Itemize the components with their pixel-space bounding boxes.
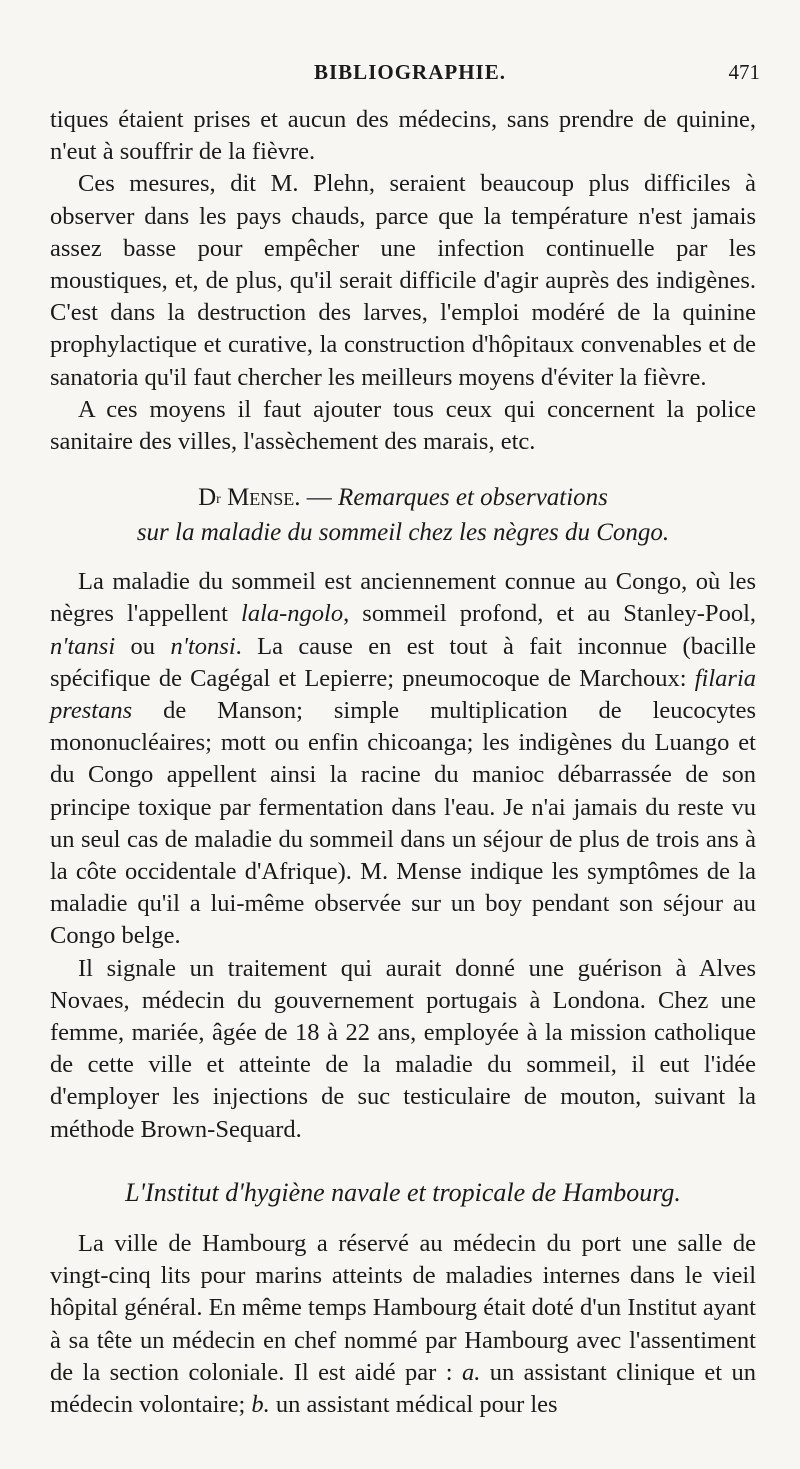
author-name: Mense. (227, 484, 301, 512)
text-run: La maladie du sommeil est anciennement connue au Congo, où les nègres l'appellent (50, 568, 756, 628)
author-prefix-superscript: r (216, 492, 221, 508)
text-run: un assistant clinique et un médecin volontaire; (50, 1358, 757, 1418)
italic-term: n'tonsi (170, 632, 236, 660)
paragraph (50, 1228, 756, 1421)
page-number: 471 (728, 60, 760, 84)
paragraph: A ces moyens il faut ajouter tous ceux qui concernent la police sanitaire des villes, l'assèchement des marais, etc. (50, 395, 756, 456)
italic-term: lala-ngolo (241, 600, 344, 628)
paragraph: Ces mesures, dit M. Plehn, seraient beaucoup plus difficiles à observer dans les pays chauds, parce que la température n'est jamais assez basse pour empêcher une infection continuelle par les moustiques, et, de plus, qu'il serait difficile d'agir auprès des indigènes. C'est dans la destruction des larves, l'emploi modéré de la quinine prophylactique et curative, la construction d'hôpitaux convenables et de sanatoria qu'il faut chercher les meilleurs moyens d'éviter la fièvre. (50, 170, 756, 391)
text-run: . La cause en est tout à fait inconnue (bacille spécifique de Cagégal et Lepierre; pneumocoque de Marchoux: (50, 632, 757, 692)
article-title-line-1: Remarques et observations (338, 484, 608, 512)
italic-term: filaria prestans (50, 664, 756, 725)
author-prefix: D (198, 484, 217, 512)
section-heading-hambourg: L'Institut d'hygiène navale et tropicale de Hambourg. (125, 1177, 681, 1207)
text-run: un assistant médical pour les (269, 1390, 558, 1418)
text-run: La ville de Hambourg a réservé au médecin du port une salle de vingt-cinq lits pour marins atteints de maladies internes dans le vieil hôpital général. En même temps Hambourg était doté d'un Institut ayant à sa tête un médecin en chef nommé par Hambourg avec l'assentiment de la section coloniale. Il est aidé par : (50, 1229, 756, 1386)
article-title-line-2: sur la maladie du sommeil chez les nègres du Congo. (136, 519, 670, 547)
page-body (50, 104, 756, 1421)
paragraph: Il signale un traitement qui aurait donné une guérison à Alves Novaes, médecin du gouvernement portugais à Londona. Chez une femme, mariée, âgée de 18 à 22 ans, employée à la mission catholique de cette ville et atteinte de la maladie du sommeil, il eut l'idée d'employer les injections de suc testiculaire de mouton, suivant la méthode Brown-Sequard. (50, 954, 756, 1143)
text-run: de Manson; simple multiplication de leucocytes mononucléaires; mott ou enfin chicoanga; les indigènes du Luango et du Congo appellent ainsi la racine du manioc débarrassée de son principe toxique par fermentation dans l'eau. Je n'ai jamais du reste vu un seul cas de maladie du sommeil dans un séjour de plus de trois ans à la côte occidentale d'Afrique). M. Mense indique les symptômes de la maladie qu'il a lui-même observée sur un boy pendant son séjour au Congo belge. (50, 697, 756, 950)
page-header (52, 60, 760, 90)
text-run: ou (115, 632, 171, 660)
italic-term: n'tansi (50, 632, 116, 660)
italic-marker: a. (461, 1358, 481, 1386)
paragraph: tiques étaient prises et aucun des médecins, sans prendre de quinine, n'eut à souffrir de la fièvre. (50, 106, 756, 166)
text-run: , sommeil profond, et au Stanley-Pool, (343, 600, 756, 628)
section-heading-mense (50, 480, 756, 550)
heading-dash: — (300, 484, 339, 512)
italic-marker: b. (251, 1390, 270, 1418)
running-title: BIBLIOGRAPHIE. (314, 60, 506, 84)
section-heading-line-1 (50, 480, 756, 515)
paragraph (50, 566, 756, 952)
